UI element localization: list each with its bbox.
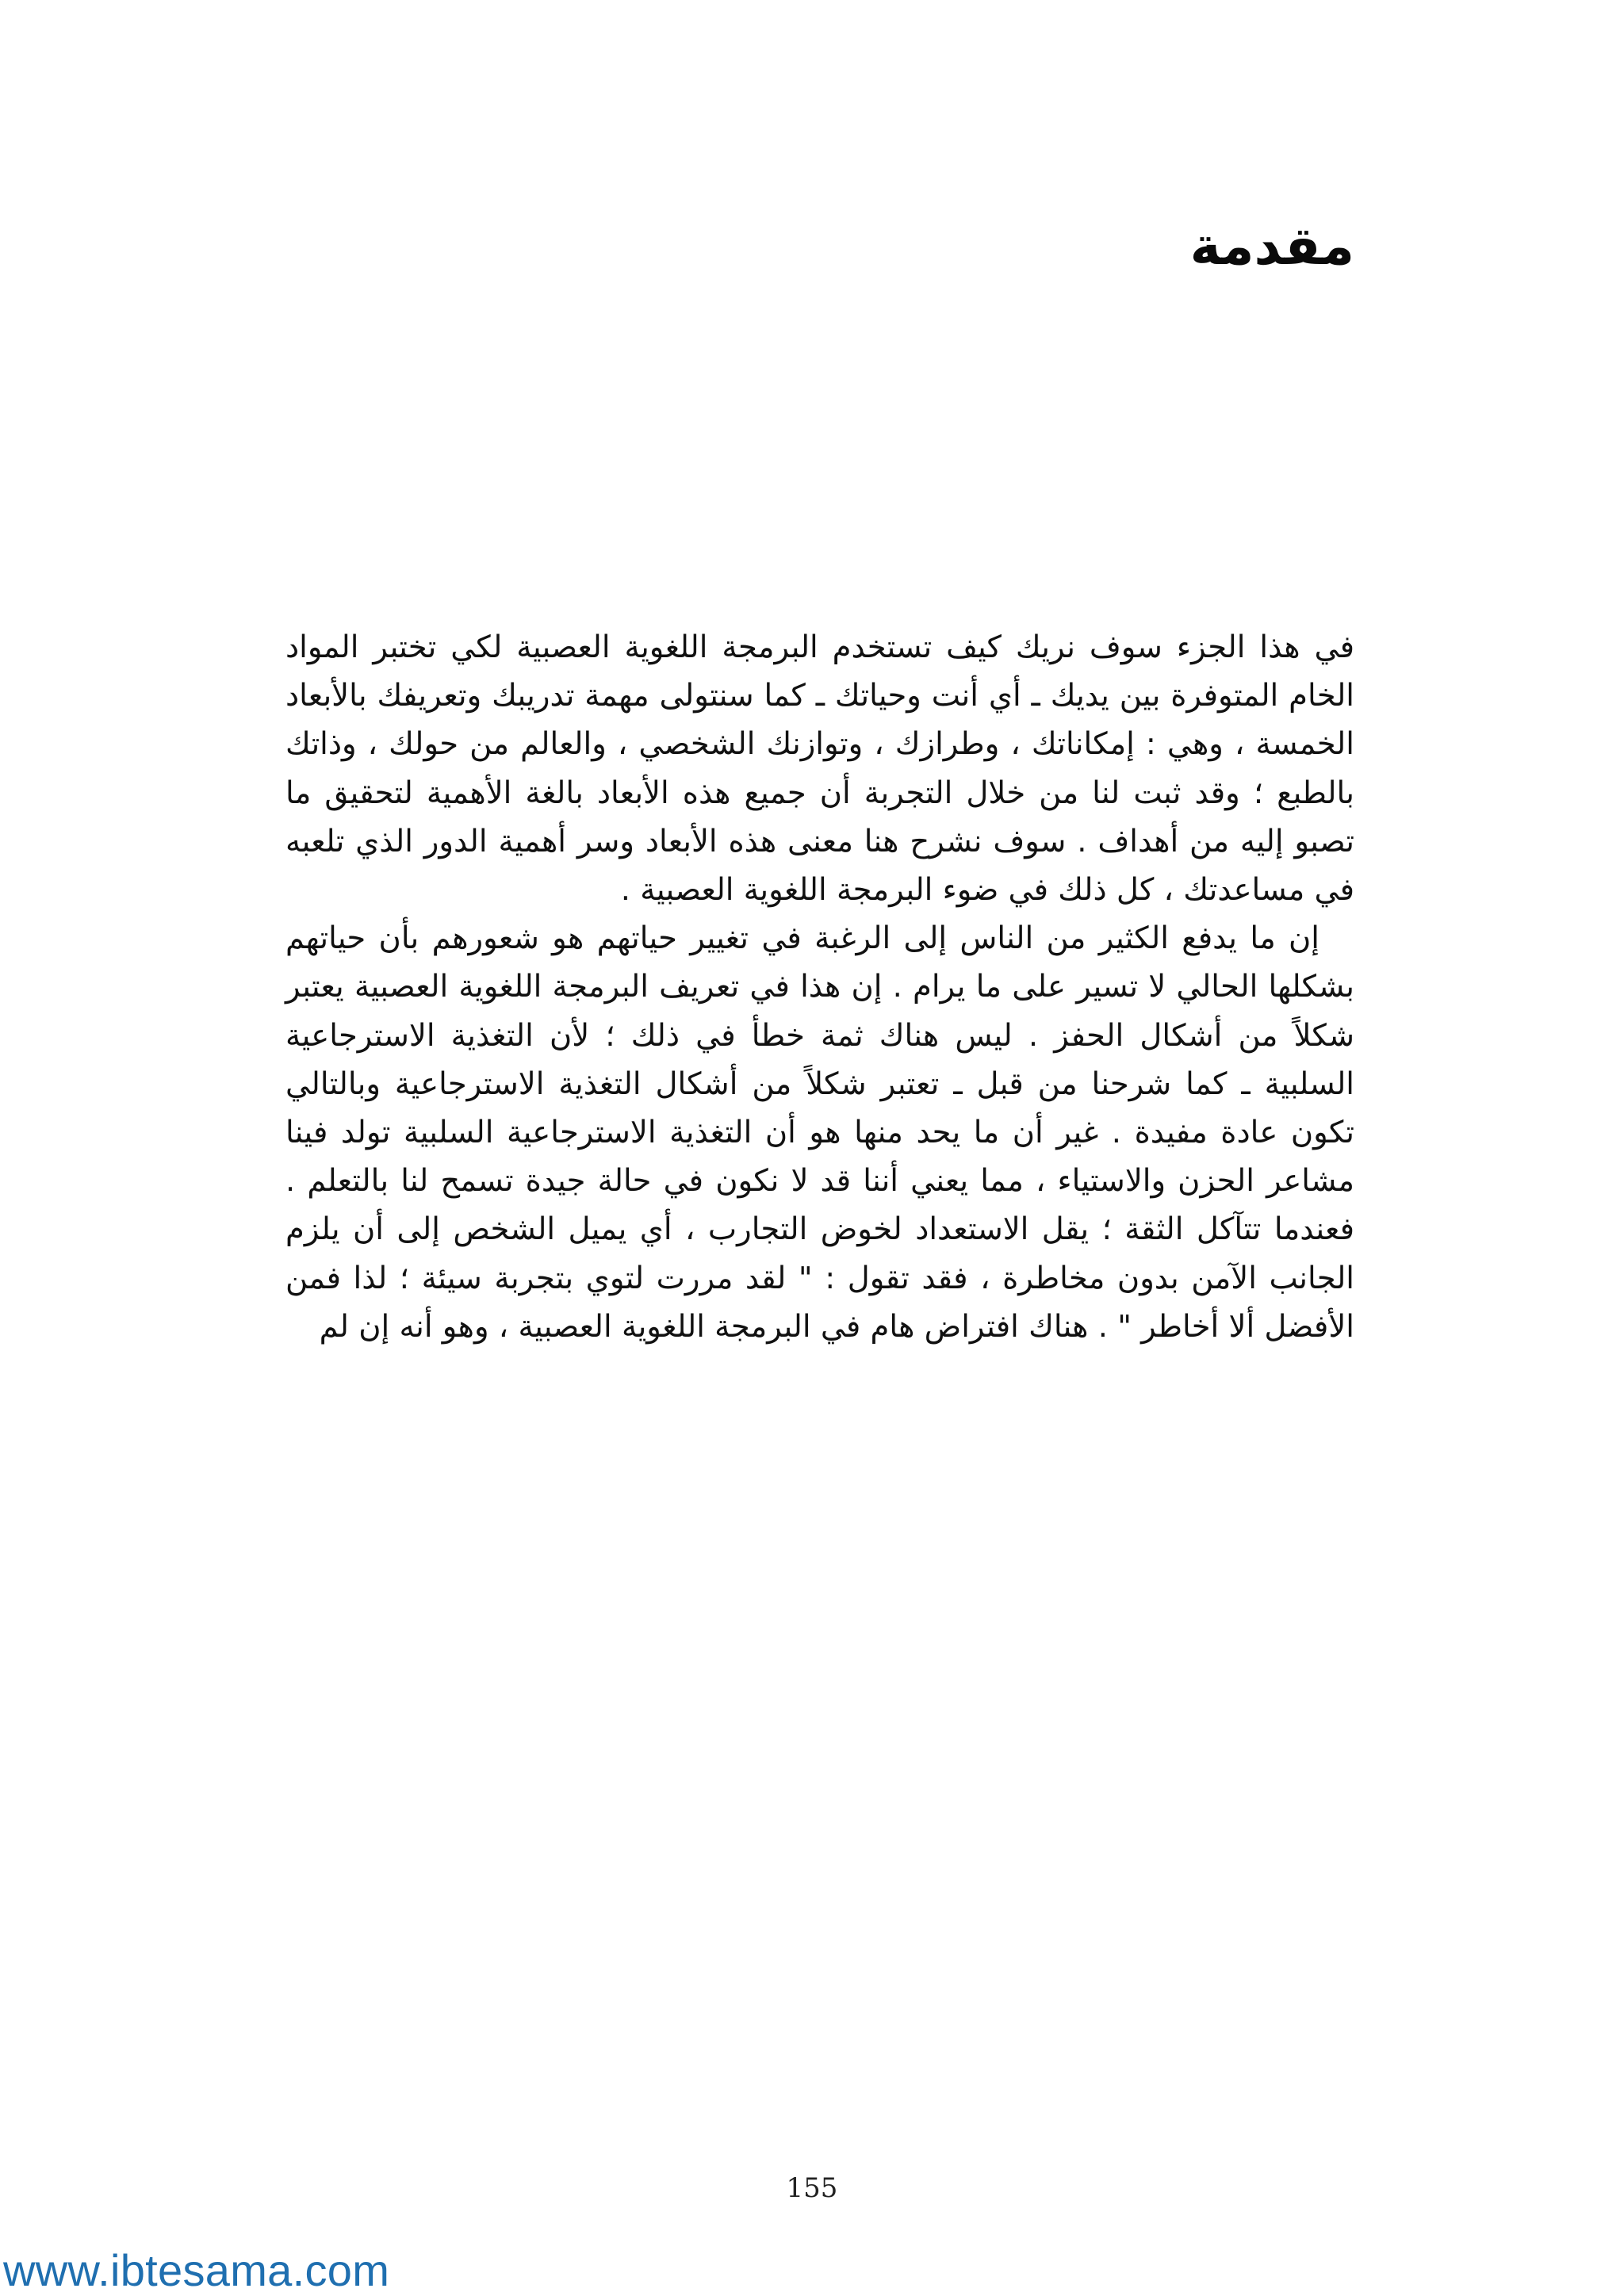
website-watermark: www.ibtesama.com [3,2245,390,2295]
chapter-title: مقدمة [1189,216,1354,277]
body-text [285,623,1354,1351]
paragraph-1: في هذا الجزء سوف نريك كيف تستخدم البرمجة اللغوية العصبية لكي تختبر المواد الخام المتوفرة بين يديك ـ أي أنت وحياتك ـ كما سنتولى مهمة تدريبك وتعريفك بالأبعاد الخمسة ، وهي : إمكاناتك ، وطرازك ، وتوازنك الشخصي ، والعالم من حولك ، وذاتك بالطبع ؛ وقد ثبت لنا من خلال التجربة أن جميع هذه الأبعاد بالغة الأهمية لتحقيق ما تصبو إليه من أهداف . سوف نشرح هنا معنى هذه الأبعاد وسر أهمية الدور الذي تلعبه في مساعدتك ، كل ذلك في ضوء البرمجة اللغوية العصبية . [285,629,1354,909]
page-number: 155 [786,2172,838,2204]
paragraph-2: إن ما يدفع الكثير من الناس إلى الرغبة في تغيير حياتهم هو شعورهم بأن حياتهم بشكلها الحالي لا تسير على ما يرام . إن هذا في تعريف البرمجة اللغوية العصبية يعتبر شكلاً من أشكال الحفز . ليس هناك ثمة خطأ في ذلك ؛ لأن التغذية الاسترجاعية السلبية ـ كما شرحنا من قبل ـ تعتبر شكلاً من أشكال التغذية الاسترجاعية وبالتالي تكون عادة مفيدة . غير أن ما يحد منها هو أن التغذية الاسترجاعية السلبية تولد فينا مشاعر الحزن والاستياء ، مما يعني أننا قد لا نكون في حالة جيدة تسمح لنا بالتعلم . فعندما تتآكل الثقة ؛ يقل الاستعداد لخوض التجارب ، أي يميل الشخص إلى أن يلزم الجانب الآمن بدون مخاطرة ، فقد تقول : " لقد مررت لتوي بتجربة سيئة ؛ لذا فمن الأفضل ألا أخاطر " . هناك افتراض هام في البرمجة اللغوية العصبية ، وهو أنه إن لم [285,920,1354,1345]
